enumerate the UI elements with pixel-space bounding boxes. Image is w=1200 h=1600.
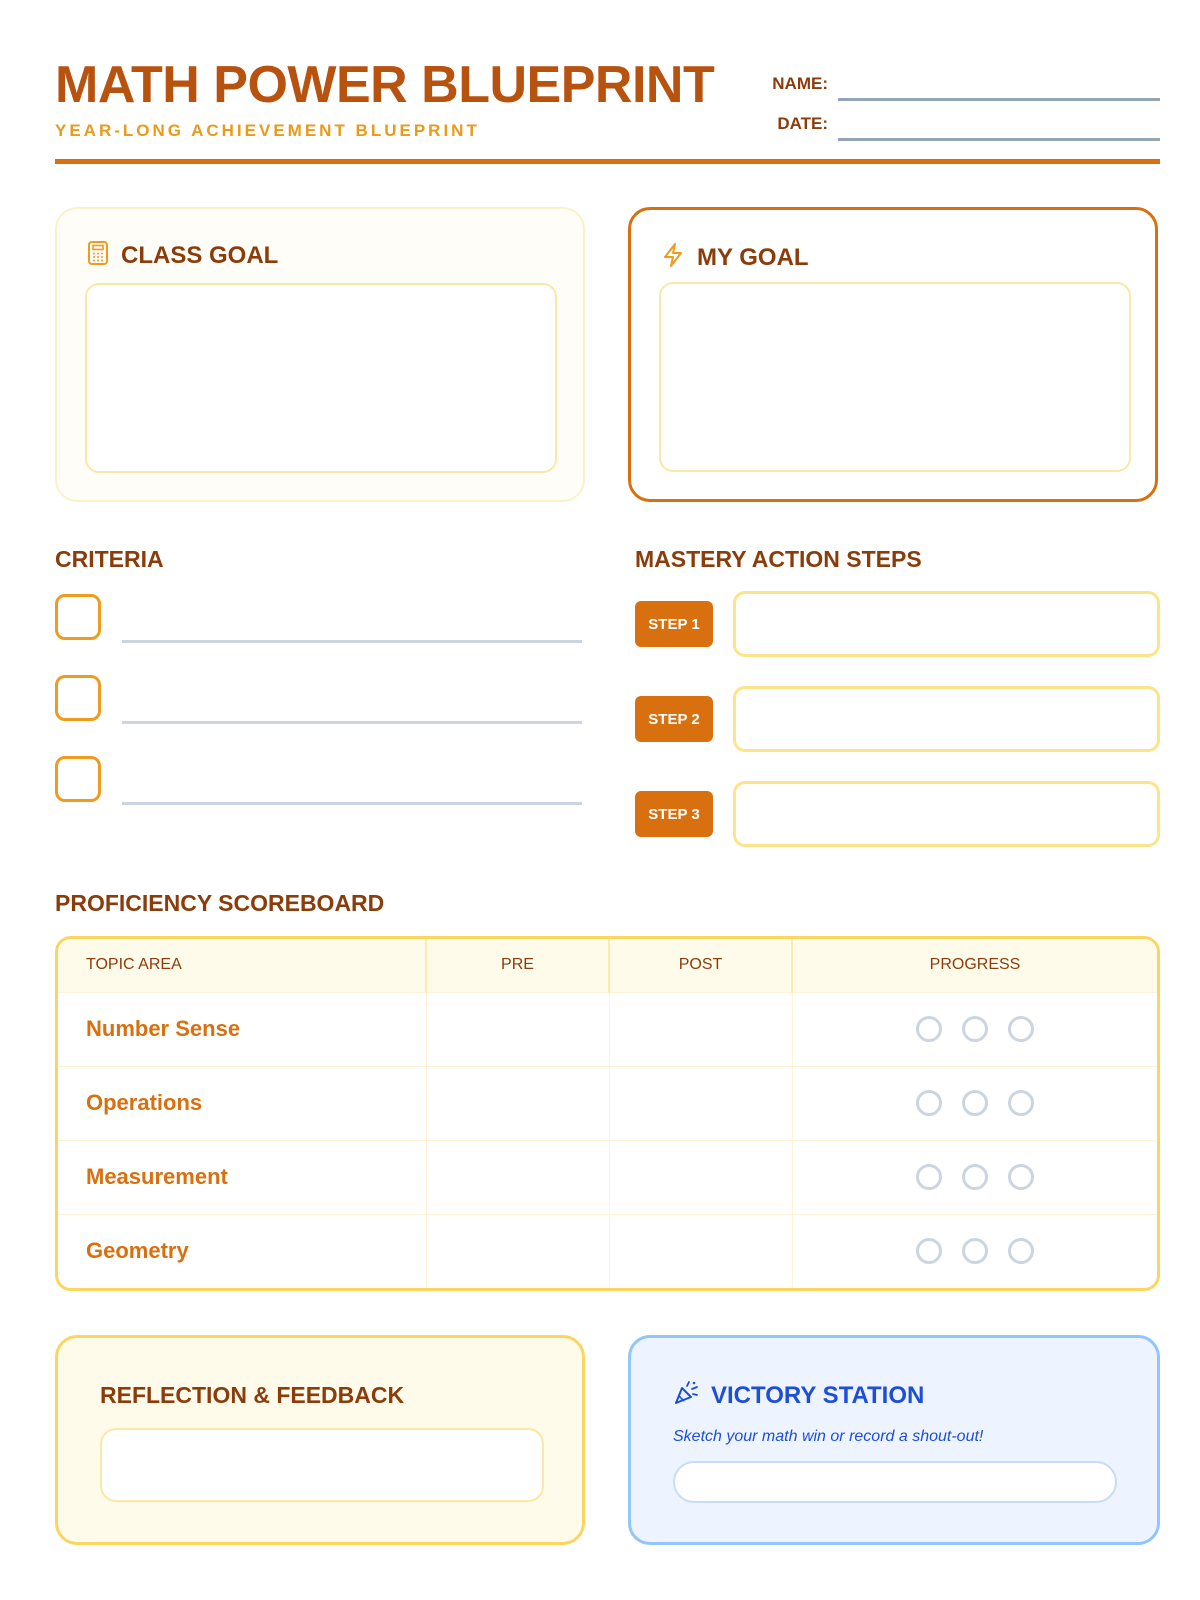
class-goal-title: CLASS GOAL xyxy=(121,241,279,269)
pre-score-cell[interactable] xyxy=(426,1214,609,1288)
progress-circle[interactable] xyxy=(916,1016,942,1042)
date-label: DATE: xyxy=(777,114,828,133)
progress-cell xyxy=(792,1140,1157,1214)
step-input[interactable] xyxy=(733,781,1160,847)
progress-circle[interactable] xyxy=(1008,1238,1034,1264)
victory-note: Sketch your math win or record a shout-out! xyxy=(673,1428,984,1445)
progress-cell xyxy=(792,992,1157,1066)
criteria-checkbox[interactable] xyxy=(55,756,101,802)
progress-circle[interactable] xyxy=(916,1164,942,1190)
step-badge: STEP 2 xyxy=(635,696,713,742)
name-label: NAME: xyxy=(772,74,828,93)
lightning-icon xyxy=(661,242,685,273)
column-header-post: POST xyxy=(609,939,792,992)
progress-circle[interactable] xyxy=(962,1016,988,1042)
criteria-line-input[interactable] xyxy=(122,802,582,805)
topic-cell: Number Sense xyxy=(58,992,426,1066)
my-goal-input[interactable] xyxy=(659,282,1131,472)
pre-score-cell[interactable] xyxy=(426,992,609,1066)
post-score-cell[interactable] xyxy=(609,1214,792,1288)
my-goal-panel xyxy=(628,207,1158,502)
criteria-title: CRITERIA xyxy=(55,546,164,572)
calculator-icon xyxy=(87,241,109,270)
scoreboard-table xyxy=(55,936,1160,1291)
step-badge: STEP 3 xyxy=(635,791,713,837)
post-score-cell[interactable] xyxy=(609,1066,792,1140)
reflection-input[interactable] xyxy=(100,1428,544,1502)
step-row xyxy=(635,591,1160,657)
column-header-pre: PRE xyxy=(426,939,609,992)
victory-header xyxy=(673,1380,924,1411)
criteria-line-input[interactable] xyxy=(122,640,582,643)
step-badge: STEP 1 xyxy=(635,601,713,647)
my-goal-header xyxy=(661,242,809,273)
criteria-checkbox[interactable] xyxy=(55,594,101,640)
victory-panel xyxy=(628,1335,1160,1545)
class-goal-panel xyxy=(55,207,585,502)
post-score-cell[interactable] xyxy=(609,992,792,1066)
progress-circle[interactable] xyxy=(1008,1016,1034,1042)
progress-circle[interactable] xyxy=(916,1090,942,1116)
scoreboard-title: PROFICIENCY SCOREBOARD xyxy=(55,890,385,916)
step-input[interactable] xyxy=(733,686,1160,752)
pre-score-cell[interactable] xyxy=(426,1140,609,1214)
table-header-row xyxy=(58,939,1157,992)
class-goal-header xyxy=(87,241,278,270)
progress-cell xyxy=(792,1066,1157,1140)
header-divider xyxy=(55,159,1160,164)
table-row xyxy=(58,1066,1157,1140)
progress-circle[interactable] xyxy=(1008,1090,1034,1116)
class-goal-input[interactable] xyxy=(85,283,557,473)
table-row xyxy=(58,992,1157,1066)
criteria-item xyxy=(55,756,585,806)
party-popper-icon xyxy=(673,1380,699,1411)
progress-circle[interactable] xyxy=(962,1090,988,1116)
table-row xyxy=(58,1140,1157,1214)
step-row xyxy=(635,781,1160,847)
criteria-item xyxy=(55,594,585,644)
post-score-cell[interactable] xyxy=(609,1140,792,1214)
topic-cell: Geometry xyxy=(58,1214,426,1288)
name-field[interactable] xyxy=(838,98,1160,101)
victory-input[interactable] xyxy=(673,1461,1117,1503)
step-row xyxy=(635,686,1160,752)
criteria-item xyxy=(55,675,585,725)
steps-title: MASTERY ACTION STEPS xyxy=(635,546,922,572)
reflection-title: REFLECTION & FEEDBACK xyxy=(100,1382,405,1408)
column-header-progress: PROGRESS xyxy=(929,956,1021,974)
progress-circle[interactable] xyxy=(962,1238,988,1264)
progress-cell xyxy=(792,1214,1157,1288)
progress-circle[interactable] xyxy=(1008,1164,1034,1190)
my-goal-title: MY GOAL xyxy=(697,243,809,271)
criteria-checkbox[interactable] xyxy=(55,675,101,721)
progress-circle[interactable] xyxy=(962,1164,988,1190)
topic-cell: Measurement xyxy=(58,1140,426,1214)
topic-cell: Operations xyxy=(58,1066,426,1140)
date-field[interactable] xyxy=(838,138,1160,141)
victory-title: VICTORY STATION xyxy=(711,1381,925,1409)
column-header-topic: TOPIC AREA xyxy=(58,939,426,992)
pre-score-cell[interactable] xyxy=(426,1066,609,1140)
page-header xyxy=(55,55,1160,165)
page-subtitle: YEAR-LONG ACHIEVEMENT BLUEPRINT xyxy=(55,121,480,140)
reflection-panel xyxy=(55,1335,585,1545)
step-input[interactable] xyxy=(733,591,1160,657)
table-row xyxy=(58,1214,1157,1288)
progress-circle[interactable] xyxy=(916,1238,942,1264)
page-title: MATH POWER BLUEPRINT xyxy=(55,56,715,114)
criteria-line-input[interactable] xyxy=(122,721,582,724)
